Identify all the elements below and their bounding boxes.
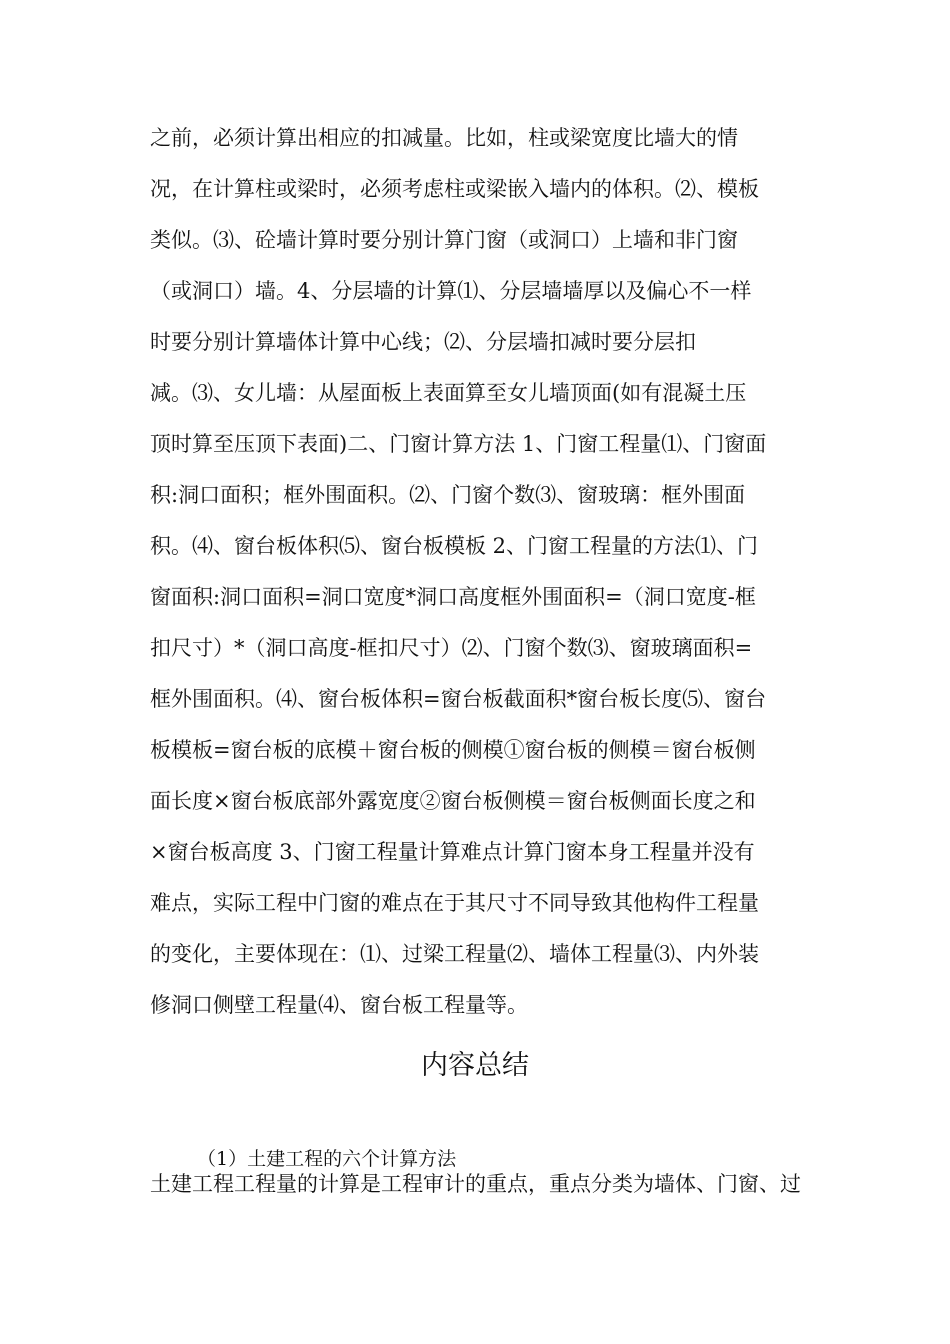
paragraph-line: 难点，实际工程中门窗的难点在于其尺寸不同导致其他构件工程量: [150, 891, 759, 915]
paragraph-line: 时要分别计算墙体计算中心线；⑵、分层墙扣减时要分层扣: [150, 330, 696, 354]
paragraph-line: 顶时算至压顶下表面)二、门窗计算方法 1、门窗工程量⑴、门窗面: [150, 432, 767, 456]
summary-subheading: （1）土建工程的六个计算方法: [197, 1148, 457, 1170]
paragraph-line: 面长度×窗台板底部外露宽度②窗台板侧模＝窗台板侧面长度之和: [150, 789, 756, 813]
body-paragraph: [150, 120, 810, 1038]
paragraph-line: 扣尺寸）*（洞口高度-框扣尺寸）⑵、门窗个数⑶、窗玻璃面积=: [150, 636, 753, 660]
paragraph-line: 板模板=窗台板的底模＋窗台板的侧模①窗台板的侧模＝窗台板侧: [150, 738, 756, 762]
paragraph-line: 窗面积:洞口面积=洞口宽度*洞口高度框外围面积=（洞口宽度-框: [150, 585, 756, 609]
paragraph-line: 积:洞口面积；框外围面积。⑵、门窗个数⑶、窗玻璃：框外围面: [150, 483, 746, 507]
paragraph-line: 修洞口侧壁工程量⑷、窗台板工程量等。: [150, 993, 528, 1017]
paragraph-line: ×窗台板高度 3、门窗工程量计算难点计算门窗本身工程量并没有: [150, 840, 755, 864]
section-title: 内容总结: [421, 1050, 529, 1081]
paragraph-line: 况，在计算柱或梁时，必须考虑柱或梁嵌入墙内的体积。⑵、模板: [150, 177, 759, 201]
paragraph-line: 积。⑷、窗台板体积⑸、窗台板模板 2、门窗工程量的方法⑴、门: [150, 534, 759, 558]
paragraph-line: 框外围面积。⑷、窗台板体积=窗台板截面积*窗台板长度⑸、窗台: [150, 687, 767, 711]
paragraph-line: 的变化，主要体现在：⑴、过梁工程量⑵、墙体工程量⑶、内外装: [150, 942, 759, 966]
paragraph-line: 之前，必须计算出相应的扣减量。比如，柱或梁宽度比墙大的情: [150, 126, 738, 150]
paragraph-line: 减。⑶、女儿墙：从屋面板上表面算至女儿墙顶面(如有混凝土压: [150, 381, 747, 405]
paragraph-line: 类似。⑶、砼墙计算时要分别计算门窗（或洞口）上墙和非门窗: [150, 228, 738, 252]
paragraph-line: （或洞口）墙。4、分层墙的计算⑴、分层墙墙厚以及偏心不一样: [150, 279, 752, 303]
summary-first-line: 土建工程工程量的计算是工程审计的重点，重点分类为墙体、门窗、过: [150, 1172, 801, 1196]
